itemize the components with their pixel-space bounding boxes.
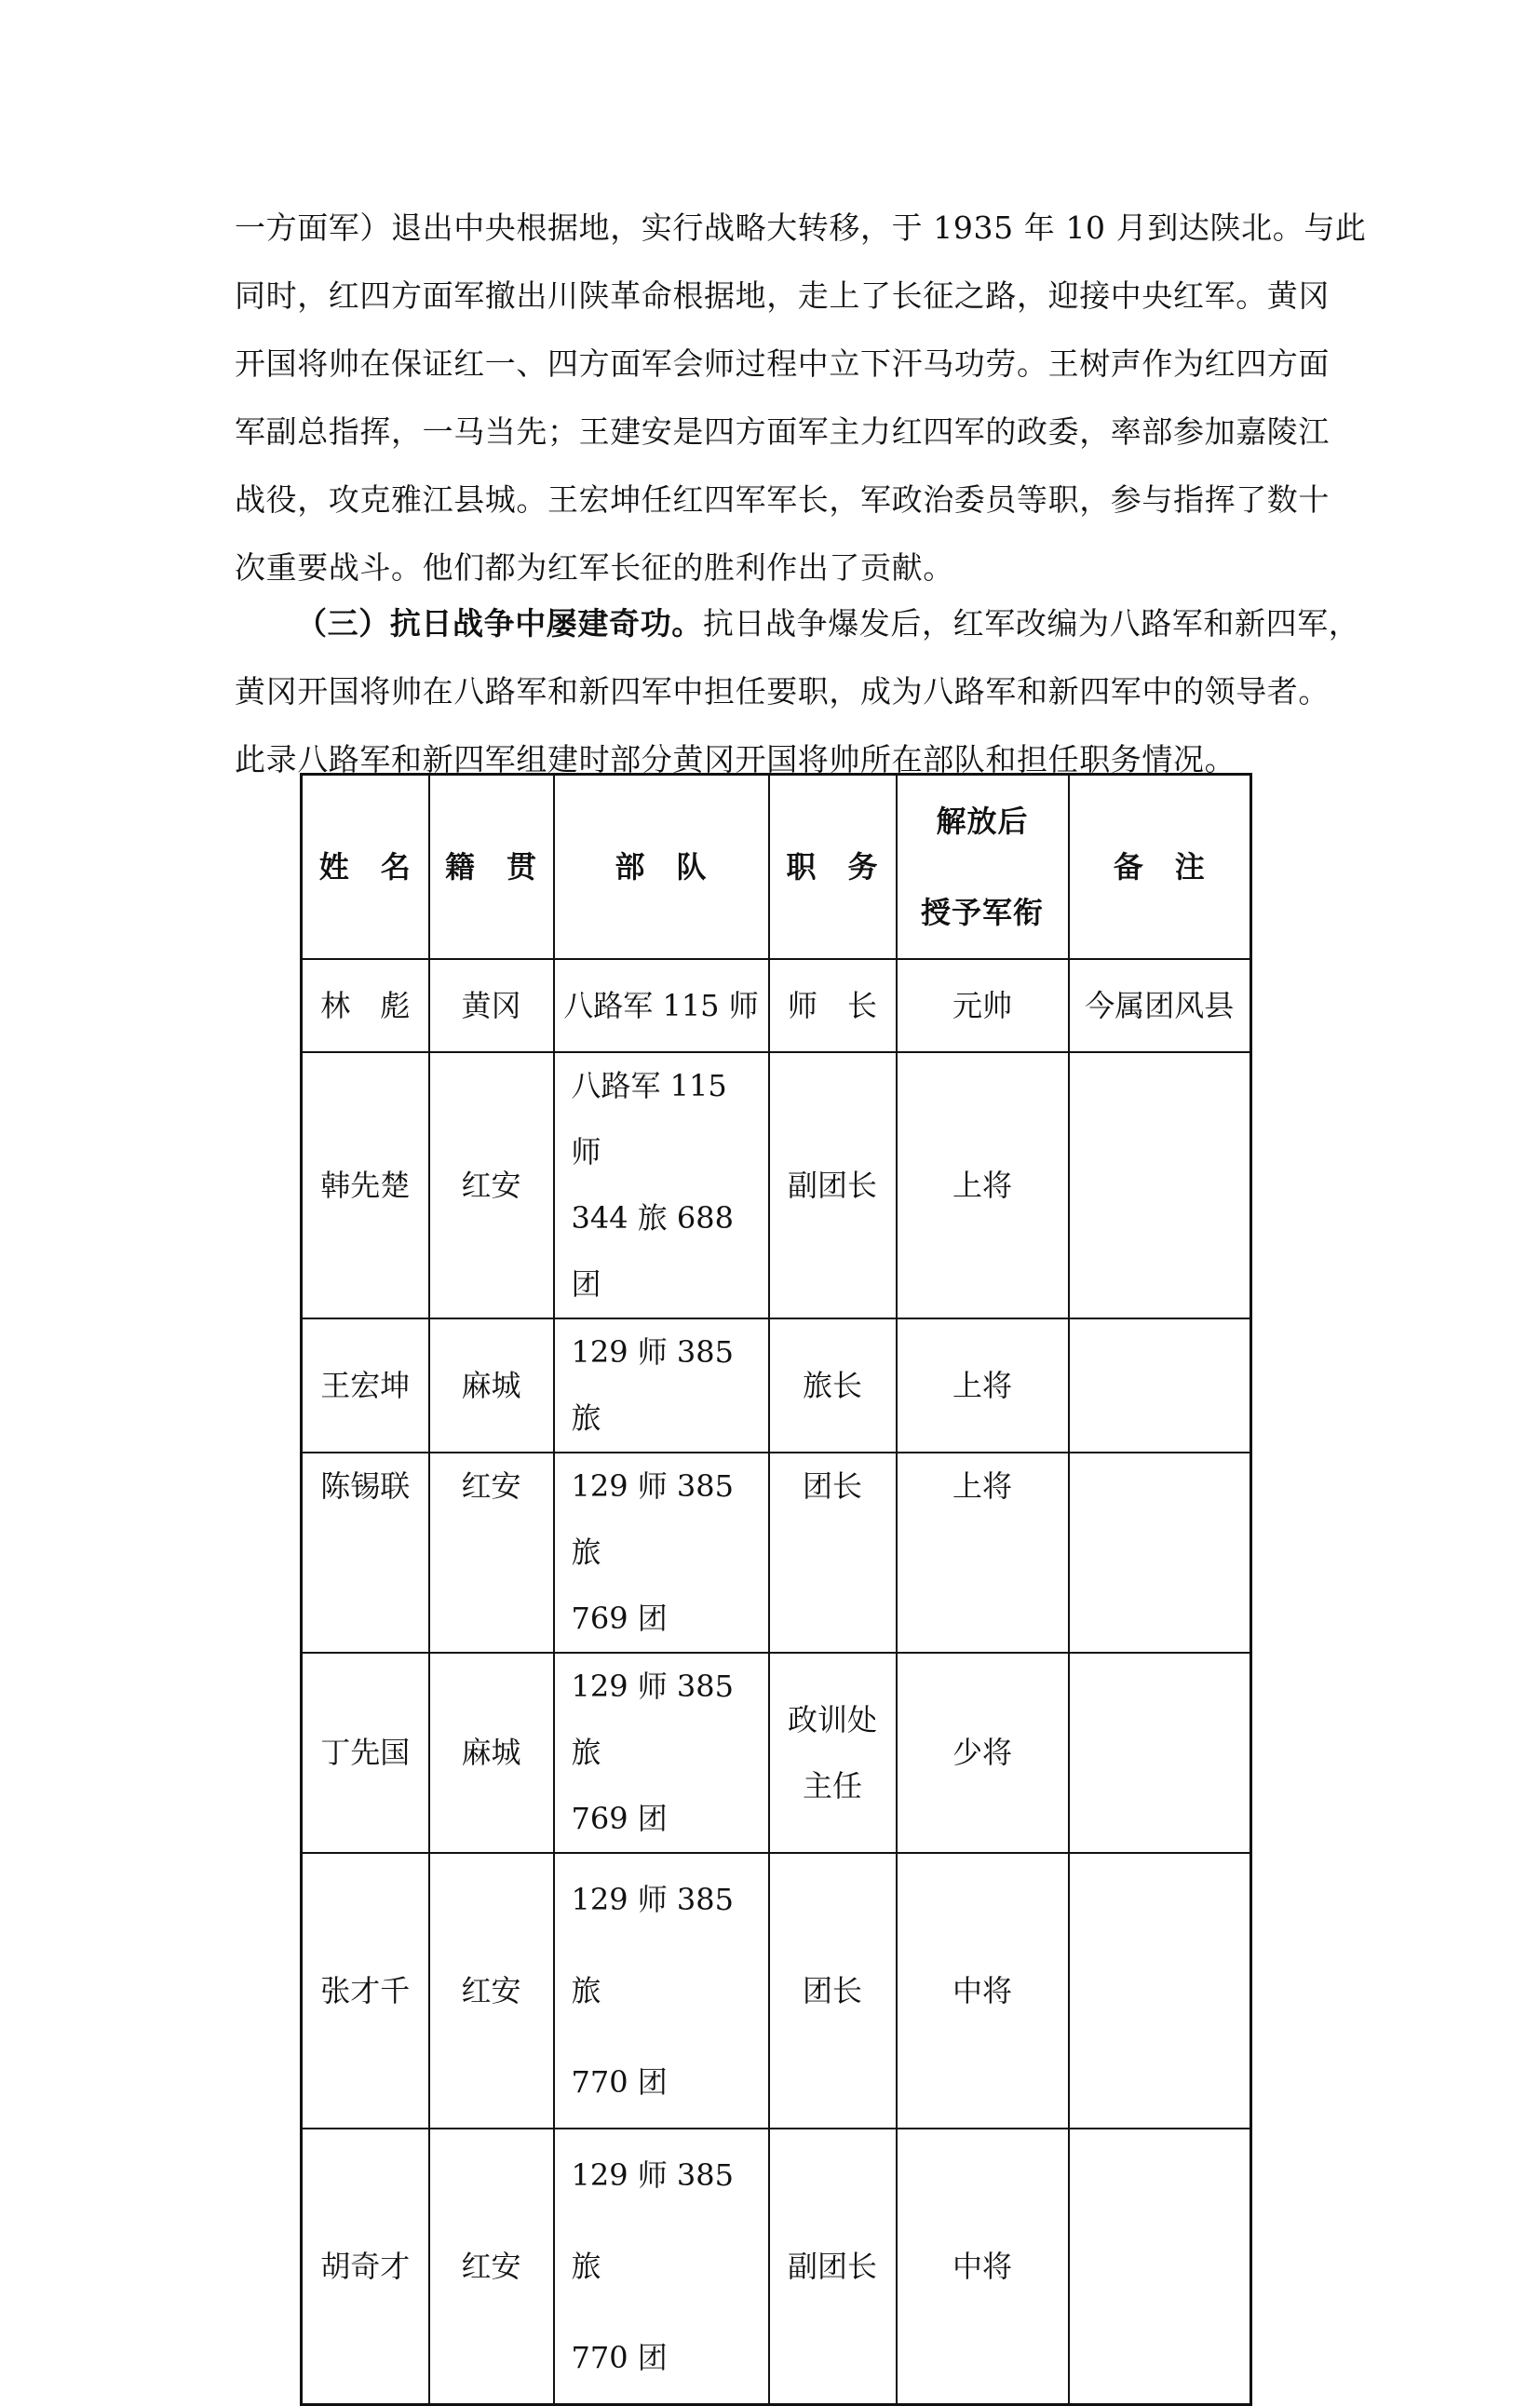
intro-paragraph xyxy=(235,194,1367,602)
cell-rank: 少将 xyxy=(897,1653,1069,1853)
section3-line-2: 黄冈开国将帅在八路军和新四军中担任要职，成为八路军和新四军中的领导者。 xyxy=(235,673,1330,710)
cell-rank: 中将 xyxy=(897,1853,1069,2129)
generals-table xyxy=(300,773,1252,2406)
header-position: 职 务 xyxy=(769,775,897,960)
cell-position-line2: 主任 xyxy=(802,1767,862,1804)
cell-unit-line2: 344 旅 688 团 xyxy=(571,1200,735,1302)
intro-line-4: 军副总指挥，一马当先；王建安是四方面军主力红四军的政委，率部参加嘉陵江 xyxy=(235,413,1330,450)
cell-name: 韩先楚 xyxy=(302,1052,429,1318)
cell-remarks xyxy=(1069,1653,1251,1853)
cell-name: 王宏坤 xyxy=(302,1318,429,1453)
cell-rank: 上将 xyxy=(897,1318,1069,1453)
table-row xyxy=(302,2129,1251,2405)
intro-line-2: 同时，红四方面军撤出川陕革命根据地，走上了长征之路，迎接中央红军。黄冈 xyxy=(235,277,1330,314)
cell-native-place: 麻城 xyxy=(429,1318,554,1453)
cell-remarks: 今属团风县 xyxy=(1069,959,1251,1052)
table-row xyxy=(302,1453,1251,1653)
section-heading: （三）抗日战争中屡建奇功。 xyxy=(296,605,703,642)
cell-unit-line2: 769 团 xyxy=(571,1601,668,1636)
cell-unit xyxy=(554,1052,769,1318)
intro-line-5: 战役，攻克雅江县城。王宏坤任红四军军长，军政治委员等职，参与指挥了数十 xyxy=(235,481,1330,518)
cell-unit xyxy=(554,1453,769,1653)
intro-line-6: 次重要战斗。他们都为红军长征的胜利作出了贡献。 xyxy=(235,549,954,586)
section3-line-1-rest: 抗日战争爆发后，红军改编为八路军和新四军， xyxy=(702,605,1360,642)
table-row xyxy=(302,959,1251,1052)
cell-rank: 上将 xyxy=(897,1052,1069,1318)
header-rank xyxy=(897,775,1069,960)
header-name: 姓 名 xyxy=(302,775,429,960)
cell-remarks xyxy=(1069,2129,1251,2405)
section3-paragraph xyxy=(235,589,1360,793)
cell-unit xyxy=(554,1853,769,2129)
cell-position: 旅长 xyxy=(769,1318,897,1453)
cell-name: 陈锡联 xyxy=(302,1453,429,1653)
header-remarks: 备 注 xyxy=(1069,775,1251,960)
cell-native-place: 红安 xyxy=(429,1052,554,1318)
cell-unit-line1: 八路军 115 师 xyxy=(571,1068,727,1169)
table-row xyxy=(302,1653,1251,1853)
cell-rank: 元帅 xyxy=(897,959,1069,1052)
cell-remarks xyxy=(1069,1318,1251,1453)
cell-native-place: 红安 xyxy=(429,1853,554,2129)
cell-name: 张才千 xyxy=(302,1853,429,2129)
cell-position: 团长 xyxy=(769,1853,897,2129)
cell-native-place: 黄冈 xyxy=(429,959,554,1052)
cell-unit-line1: 129 师 385 旅 xyxy=(571,2157,735,2284)
cell-unit-line2: 769 团 xyxy=(571,1801,668,1836)
cell-remarks xyxy=(1069,1853,1251,2129)
cell-rank: 中将 xyxy=(897,2129,1069,2405)
section3-line-3: 此录八路军和新四军组建时部分黄冈开国将帅所在部队和担任职务情况。 xyxy=(235,741,1236,777)
cell-position: 副团长 xyxy=(769,2129,897,2405)
cell-name: 丁先国 xyxy=(302,1653,429,1853)
section3-line-1 xyxy=(235,589,1360,657)
header-unit: 部 队 xyxy=(554,775,769,960)
cell-rank: 上将 xyxy=(897,1453,1069,1653)
header-rank-line1: 解放后 xyxy=(936,804,1029,839)
cell-unit-line2: 770 团 xyxy=(571,2064,668,2100)
cell-name: 林 彪 xyxy=(302,959,429,1052)
table-row xyxy=(302,1853,1251,2129)
cell-native-place: 红安 xyxy=(429,2129,554,2405)
cell-position xyxy=(769,1653,897,1853)
cell-unit-line1: 129 师 385 旅 xyxy=(571,1882,735,2008)
cell-unit: 八路军 115 师 xyxy=(554,959,769,1052)
header-rank-line2: 授予军衔 xyxy=(920,895,1044,930)
cell-position-line1: 政训处 xyxy=(787,1701,877,1737)
cell-unit xyxy=(554,2129,769,2405)
cell-position: 副团长 xyxy=(769,1052,897,1318)
cell-remarks xyxy=(1069,1052,1251,1318)
table-row xyxy=(302,1052,1251,1318)
table-row xyxy=(302,1318,1251,1453)
intro-line-3: 开国将帅在保证红一、四方面军会师过程中立下汗马功劳。王树声作为红四方面 xyxy=(235,345,1330,382)
cell-unit-line1: 129 师 385 旅 xyxy=(571,1468,735,1570)
table-header-row xyxy=(302,775,1251,960)
cell-unit: 129 师 385 旅 xyxy=(554,1318,769,1453)
cell-remarks xyxy=(1069,1453,1251,1653)
cell-unit-line2: 770 团 xyxy=(571,2340,668,2375)
cell-position: 团长 xyxy=(769,1453,897,1653)
cell-native-place: 麻城 xyxy=(429,1653,554,1853)
intro-line-1: 一方面军）退出中央根据地，实行战略大转移，于 1935 年 10 月到达陕北。与此 xyxy=(235,210,1367,246)
cell-unit-line1: 129 师 385 旅 xyxy=(571,1669,735,1770)
cell-position: 师 长 xyxy=(769,959,897,1052)
header-native-place: 籍 贯 xyxy=(429,775,554,960)
cell-unit xyxy=(554,1653,769,1853)
cell-name: 胡奇才 xyxy=(302,2129,429,2405)
cell-native-place: 红安 xyxy=(429,1453,554,1653)
